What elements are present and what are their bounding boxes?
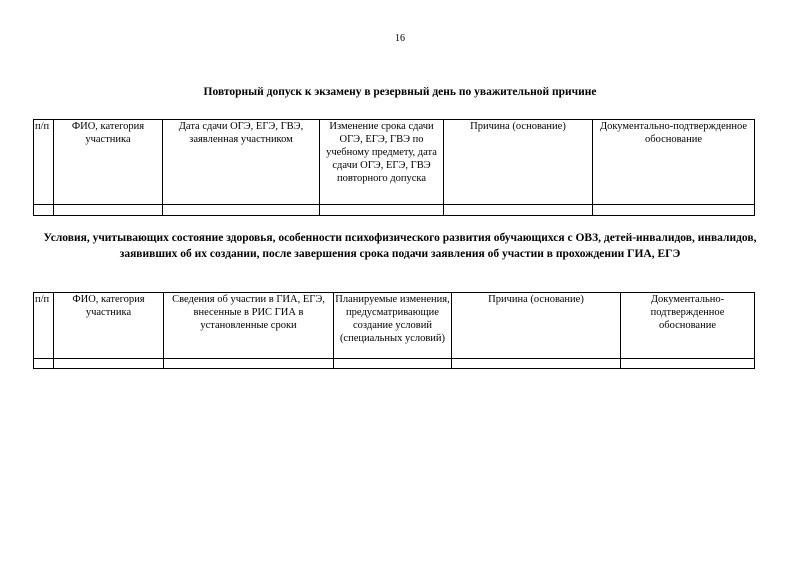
header-cell: Причина (основание)	[444, 120, 593, 205]
header-cell: ФИО, категория участника	[54, 293, 164, 359]
section2-title: Условия, учитывающих состояние здоровья, особенности психофизического развития обучающихся с ОВЗ, детей-инвалидов, инвалидов, заявивших об их создании, после завершения срока подачи заявления об участии в прохождении ГИА, ЕГЭ	[43, 232, 757, 260]
empty-cell	[34, 359, 54, 369]
empty-cell	[593, 205, 755, 216]
header-cell: Документально-подтвержденное обоснование	[593, 120, 755, 205]
empty-cell	[54, 205, 163, 216]
special-conditions-table	[33, 292, 755, 369]
empty-cell	[621, 359, 755, 369]
empty-cell	[164, 359, 334, 369]
header-cell: ФИО, категория участника	[54, 120, 163, 205]
header-cell: Планируемые изменения, предусматривающие создание условий (специальных условий)	[334, 293, 452, 359]
section1-title: Повторный допуск к экзамену в резервный день по уважительной причине	[203, 86, 597, 98]
table-header-row	[34, 293, 755, 359]
header-cell: Сведения об участии в ГИА, ЕГЭ, внесенные в РИС ГИА в установленные сроки	[164, 293, 334, 359]
header-cell: Изменение срока сдачи ОГЭ, ЕГЭ, ГВЭ по учебному предмету, дата сдачи ОГЭ, ЕГЭ, ГВЭ повторного допуска	[320, 120, 444, 205]
page-number: 16	[395, 33, 405, 44]
header-cell: п/п	[34, 293, 54, 359]
header-cell: п/п	[34, 120, 54, 205]
empty-cell	[320, 205, 444, 216]
readmission-table	[33, 119, 755, 216]
table-row	[34, 359, 755, 369]
empty-cell	[54, 359, 164, 369]
empty-cell	[444, 205, 593, 216]
table-header-row	[34, 120, 755, 205]
empty-cell	[34, 205, 54, 216]
empty-cell	[334, 359, 452, 369]
table-row	[34, 205, 755, 216]
header-cell: Причина (основание)	[452, 293, 621, 359]
header-cell: Дата сдачи ОГЭ, ЕГЭ, ГВЭ, заявленная участником	[163, 120, 320, 205]
empty-cell	[452, 359, 621, 369]
empty-cell	[163, 205, 320, 216]
header-cell: Документально-подтвержденное обоснование	[621, 293, 755, 359]
